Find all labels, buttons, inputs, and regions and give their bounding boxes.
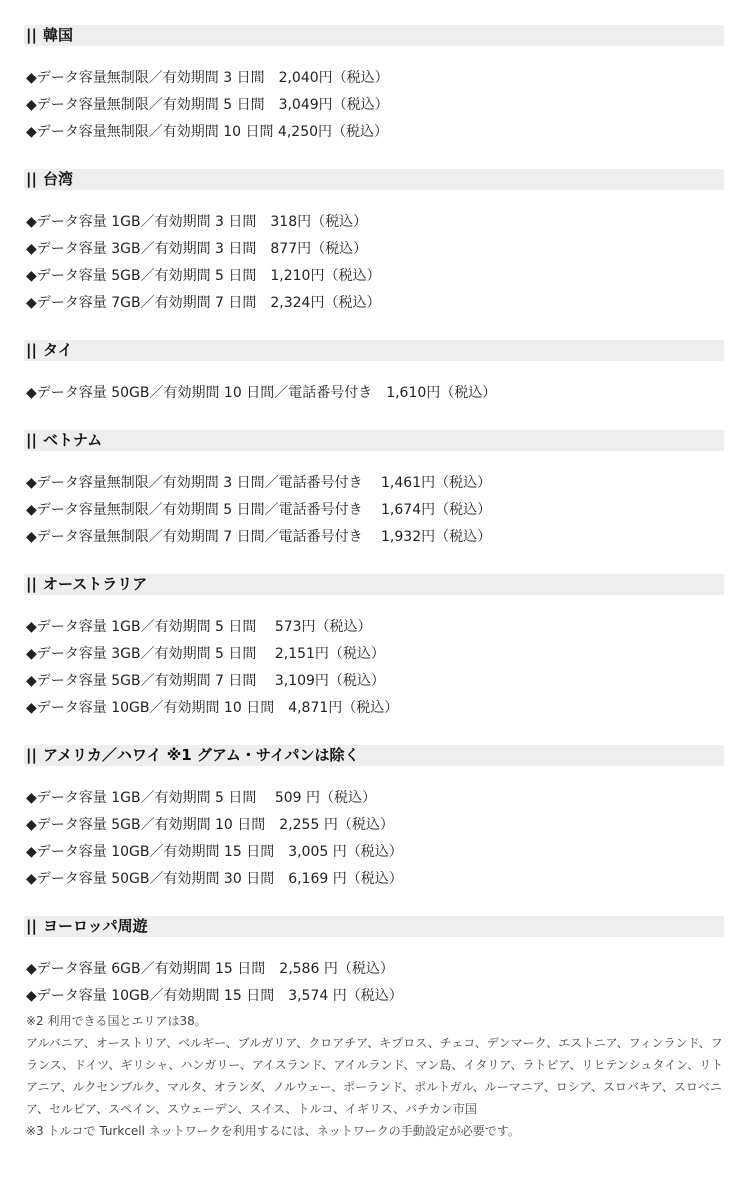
plan-item: ◆データ容量無制限／有効期間 10 日間 4,250円（税込） [26, 124, 389, 140]
header-bars-icon: || [26, 746, 37, 764]
region-header [24, 169, 724, 190]
region-section [24, 745, 724, 893]
plan-item: ◆データ容量 3GB／有効期間 3 日間 877円（税込） [26, 241, 368, 257]
header-bars-icon: || [26, 170, 37, 188]
plan-item: ◆データ容量 5GB／有効期間 10 日間 2,255 円（税込） [26, 817, 394, 833]
plan-list [24, 25, 724, 1142]
region-section [24, 916, 724, 1010]
plan-item: ◆データ容量無制限／有効期間 5 日間 3,049円（税込） [26, 97, 389, 113]
region-header [24, 574, 724, 595]
region-title: 台湾 [42, 170, 73, 188]
region-title: アメリカ／ハワイ ※1 グアム・サイパンは除く [42, 746, 360, 764]
region-section [24, 430, 724, 551]
plan-item: ◆データ容量 1GB／有効期間 5 日間 573円（税込） [26, 619, 372, 635]
plan-item: ◆データ容量 50GB／有効期間 10 日間／電話番号付き 1,610円（税込） [26, 385, 497, 401]
plan-item: ◆データ容量無制限／有効期間 5 日間／電話番号付き 1,674円（税込） [26, 502, 492, 518]
region-header [24, 25, 724, 46]
plan-item: ◆データ容量 10GB／有効期間 15 日間 3,574 円（税込） [26, 988, 403, 1004]
header-bars-icon: || [26, 341, 37, 359]
header-bars-icon: || [26, 431, 37, 449]
note-3: ※3 トルコで Turkcell ネットワークを利用するには、ネットワークの手動設定が必要です。 [26, 1124, 520, 1138]
region-title: ヨーロッパ周遊 [42, 917, 148, 935]
plan-item: ◆データ容量 1GB／有効期間 3 日間 318円（税込） [26, 214, 368, 230]
region-header [24, 916, 724, 937]
plan-item: ◆データ容量 5GB／有効期間 7 日間 3,109円（税込） [26, 673, 385, 689]
country-list: アルバニア、オーストリア、ベルギー、ブルガリア、クロアチア、キプロス、チェコ、デンマーク、エストニア、フィンランド、フランス、ドイツ、ギリシャ、ハンガリー、アイスランド、アイルランド、マン島、イタリア、ラトビア、リヒテンシュタイン、リトアニア、ルクセンブルク、マルタ、オランダ、ノルウェー、ポーランド、ポルトガル、ルーマニア、ロシア、スロバキア、スロベニア、セルビア、スペイン、スウェーデン、スイス、トルコ、イギリス、バチカン市国 [26, 1036, 724, 1116]
plan-item: ◆データ容量無制限／有効期間 7 日間／電話番号付き 1,932円（税込） [26, 529, 492, 545]
region-header [24, 430, 724, 451]
plan-item: ◆データ容量 10GB／有効期間 15 日間 3,005 円（税込） [26, 844, 403, 860]
plan-item: ◆データ容量無制限／有効期間 3 日間／電話番号付き 1,461円（税込） [26, 475, 492, 491]
region-title: タイ [42, 341, 73, 359]
header-bars-icon: || [26, 26, 37, 44]
plan-item: ◆データ容量 5GB／有効期間 5 日間 1,210円（税込） [26, 268, 381, 284]
region-title: 韓国 [42, 26, 73, 44]
plan-item: ◆データ容量 50GB／有効期間 30 日間 6,169 円（税込） [26, 871, 403, 887]
region-title: オーストラリア [42, 575, 148, 593]
plan-item: ◆データ容量 6GB／有効期間 15 日間 2,586 円（税込） [26, 961, 394, 977]
region-header [24, 340, 724, 361]
plan-item: ◆データ容量 7GB／有効期間 7 日間 2,324円（税込） [26, 295, 381, 311]
region-header [24, 745, 724, 766]
header-bars-icon: || [26, 575, 37, 593]
plan-item: ◆データ容量 10GB／有効期間 10 日間 4,871円（税込） [26, 700, 399, 716]
plan-item: ◆データ容量無制限／有効期間 3 日間 2,040円（税込） [26, 70, 389, 86]
region-section [24, 169, 724, 317]
plan-item: ◆データ容量 1GB／有効期間 5 日間 509 円（税込） [26, 790, 377, 806]
plan-item: ◆データ容量 3GB／有効期間 5 日間 2,151円（税込） [26, 646, 385, 662]
region-title: ベトナム [42, 431, 103, 449]
note-2: ※2 利用できる国とエリアは38。 [26, 1014, 207, 1028]
region-section [24, 574, 724, 722]
header-bars-icon: || [26, 917, 37, 935]
region-section [24, 25, 724, 146]
region-section [24, 340, 724, 407]
